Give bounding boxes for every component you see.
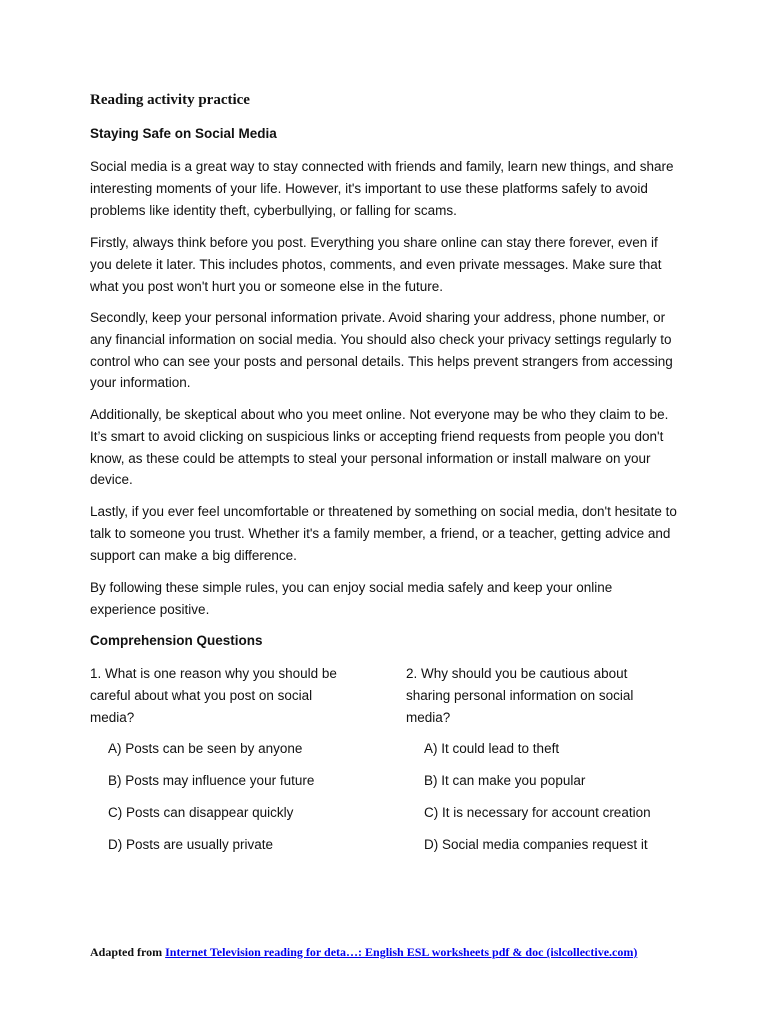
question-2-option-b: B) It can make you popular [424, 773, 586, 788]
question-2: 2. Why should you be cautious about sharing personal information on social media? [406, 666, 634, 725]
question-1-option-c: C) Posts can disappear quickly [108, 805, 294, 820]
comprehension-title: Comprehension Questions [90, 633, 263, 648]
question-1: 1. What is one reason why you should be careful about what you post on social media? [90, 666, 337, 725]
attribution-footer [90, 945, 637, 960]
source-link[interactable]: Internet Television reading for deta…: English ESL worksheets pdf & doc (islcollective.com) [165, 945, 638, 959]
paragraph-1: Social media is a great way to stay connected with friends and family, learn new things, and share interesting moments of your life. However, it's important to use these platforms safely to avoid problems like identity theft, cyberbullying, or falling for scams. [90, 159, 674, 218]
paragraph-5: Lastly, if you ever feel uncomfortable or threatened by something on social media, don't hesitate to talk to someone you trust. Whether it's a family member, a friend, or a teacher, getting advice and support can make a big difference. [90, 504, 677, 563]
question-1-option-d: D) Posts are usually private [108, 837, 274, 852]
paragraph-3: Secondly, keep your personal information private. Avoid sharing your address, phone number, or any financial information on social media. You should also check your privacy settings regularly to control who can see your posts and personal details. This helps prevent strangers from accessing your information. [90, 310, 673, 391]
question-2-option-c: C) It is necessary for account creation [424, 805, 651, 820]
attribution-prefix: Adapted from [90, 945, 166, 959]
question-2-option-a: A) It could lead to theft [424, 741, 560, 756]
paragraph-2: Firstly, always think before you post. Everything you share online can stay there forever, even if you delete it later. This includes photos, comments, and even private messages. Make sure that what you post won't hurt you or someone else in the future. [90, 235, 662, 294]
question-1-option-b: B) Posts may influence your future [108, 773, 315, 788]
document-heading: Reading activity practice [90, 92, 250, 108]
article-title: Staying Safe on Social Media [90, 126, 277, 141]
question-2-option-d: D) Social media companies request it [424, 837, 648, 852]
question-1-option-a: A) Posts can be seen by anyone [108, 741, 303, 756]
paragraph-4: Additionally, be skeptical about who you meet online. Not everyone may be who they claim to be. It’s smart to avoid clicking on suspicious links or accepting friend requests from people you don't know, as these could be attempts to steal your personal information or install malware on your device. [90, 407, 669, 488]
paragraph-6: By following these simple rules, you can enjoy social media safely and keep your online experience positive. [90, 580, 613, 617]
